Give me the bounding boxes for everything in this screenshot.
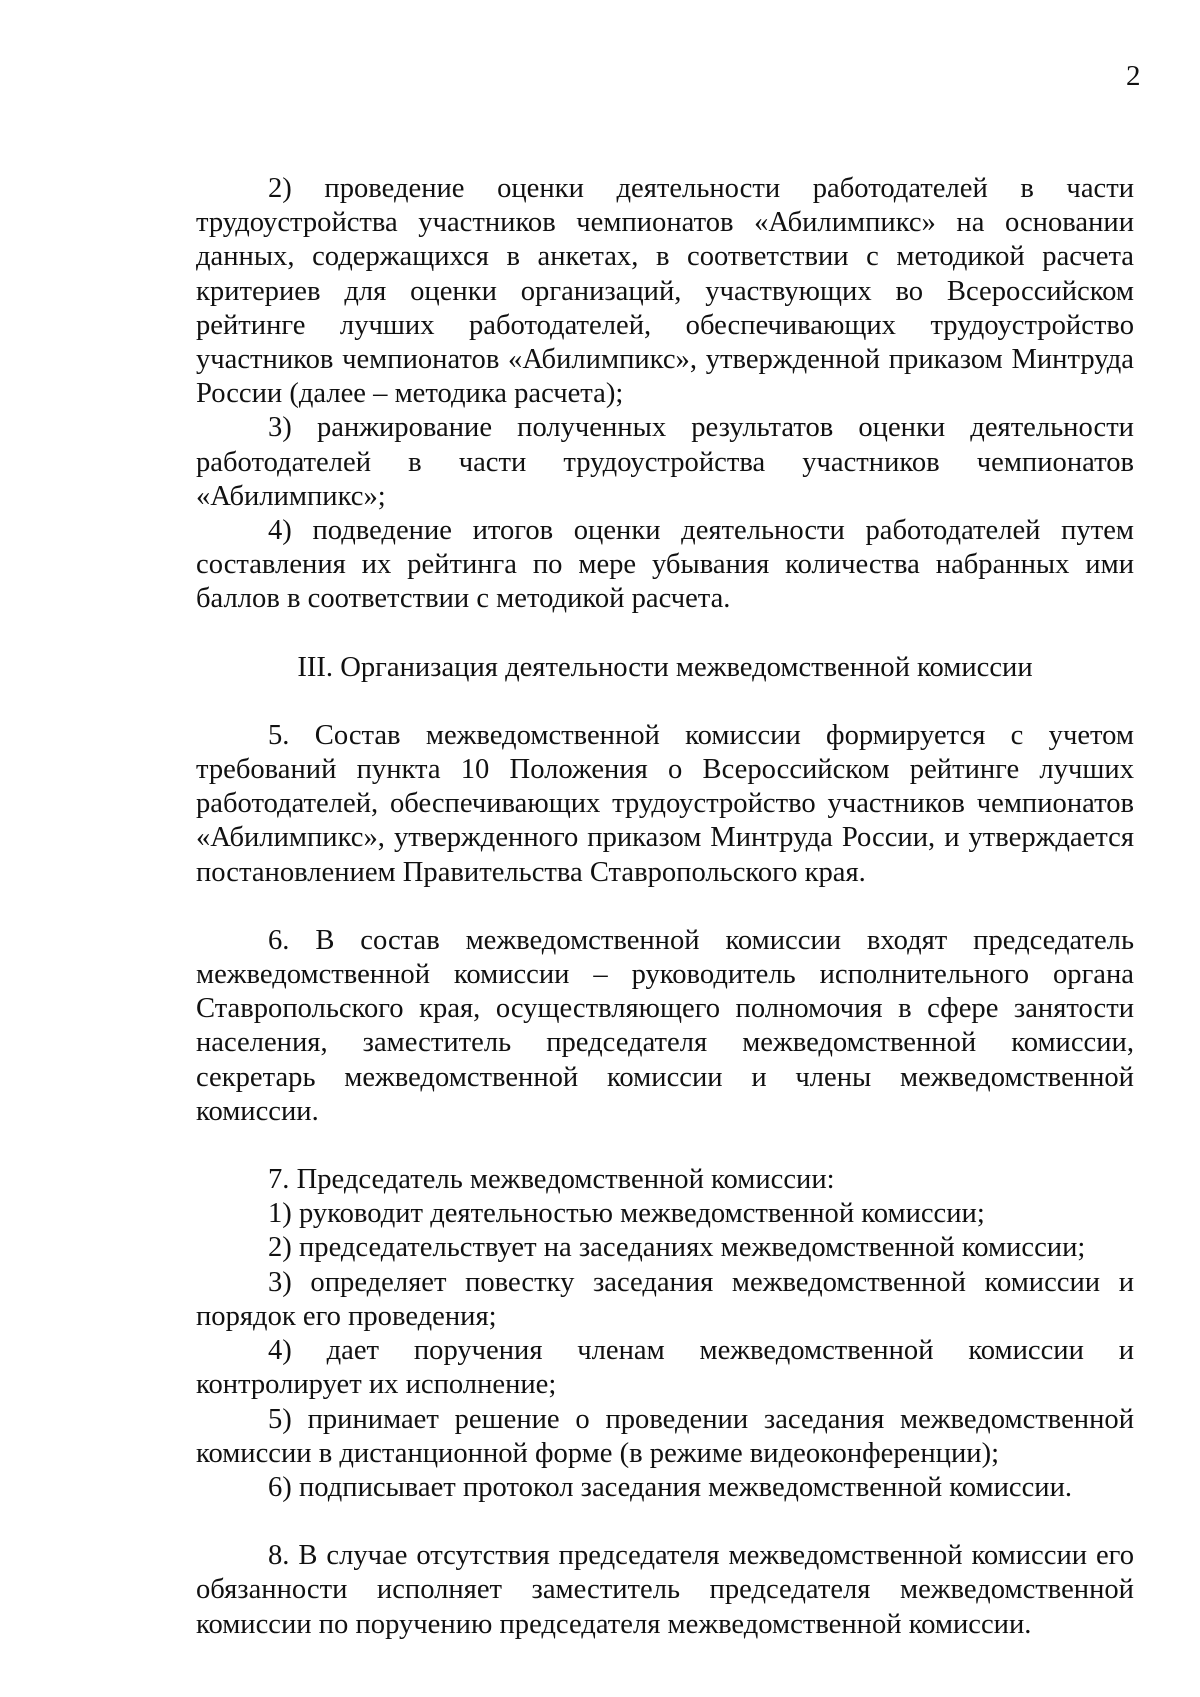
paragraph-2-assessment: 2) проведение оценки деятельности работодателей в части трудоустройства участников чемпионатов «Абилимпикс» на основании данных, содержащихся в анкетах, в соответствии с методикой расчета критериев для оценки организаций, участвующих во Всероссийском рейтинге лучших работодателей, обеспечивающих трудоустройство участников чемпионатов «Абилимпикс», утвержденной приказом Минтруда России (далее – методика расчета); (196, 173, 1134, 410)
list-item: 5) принимает решение о проведении заседания межведомственной комиссии в дистанционной форме (в режиме видеоконференции); (196, 1403, 1134, 1469)
paragraph-item-8: 8. В случае отсутствия председателя межведомственной комиссии его обязанности исполняет заместитель председателя межведомственной комиссии по поручению председателя межведомственной комиссии. (196, 1540, 1134, 1640)
paragraph-item-5: 5. Состав межведомственной комиссии формируется с учетом требований пункта 10 Положения о Всероссийском рейтинге лучших работодателей, обеспечивающих трудоустройство участников чемпионатов «Абилимпикс», утвержденного приказом Минтруда России, и утверждается постановлением Правительства Ставропольского края. (196, 719, 1134, 888)
paragraph-item-6: 6. В состав межведомственной комиссии входят председатель межведомственной комиссии – руководитель исполнительного органа Ставропольского края, осуществляющего полномочия в сфере занятости населения, заместитель председателя межведомственной комиссии, секретарь межведомственной комиссии и члены межведомственной комиссии. (196, 924, 1134, 1127)
list-item: 2) председательствует на заседаниях межведомственной комиссии; (268, 1232, 1086, 1264)
paragraph-3-ranking: 3) ранжирование полученных результатов оценки деятельности работодателей в части трудоустройства участников чемпионатов «Абилимпикс»; (196, 412, 1134, 512)
document-body (196, 172, 1134, 1642)
page-number: 2 (1126, 60, 1141, 92)
paragraph-item-7-title: 7. Председатель межведомственной комиссии: (268, 1164, 835, 1196)
list-item: 6) подписывает протокол заседания межведомственной комиссии. (268, 1471, 1073, 1503)
list-item: 1) руководит деятельностью межведомственной комиссии; (268, 1198, 985, 1230)
list-item: 4) дает поручения членам межведомственной комиссии и контролирует их исполнение; (196, 1335, 1134, 1401)
list-item: 3) определяет повестку заседания межведомственной комиссии и порядок его проведения; (196, 1266, 1134, 1332)
paragraph-4-results: 4) подведение итогов оценки деятельности работодателей путем составления их рейтинга по мере убывания количества набранных ими баллов в соответствии с методикой расчета. (196, 515, 1134, 615)
section-heading: III. Организация деятельности межведомственной комиссии (297, 651, 1033, 683)
